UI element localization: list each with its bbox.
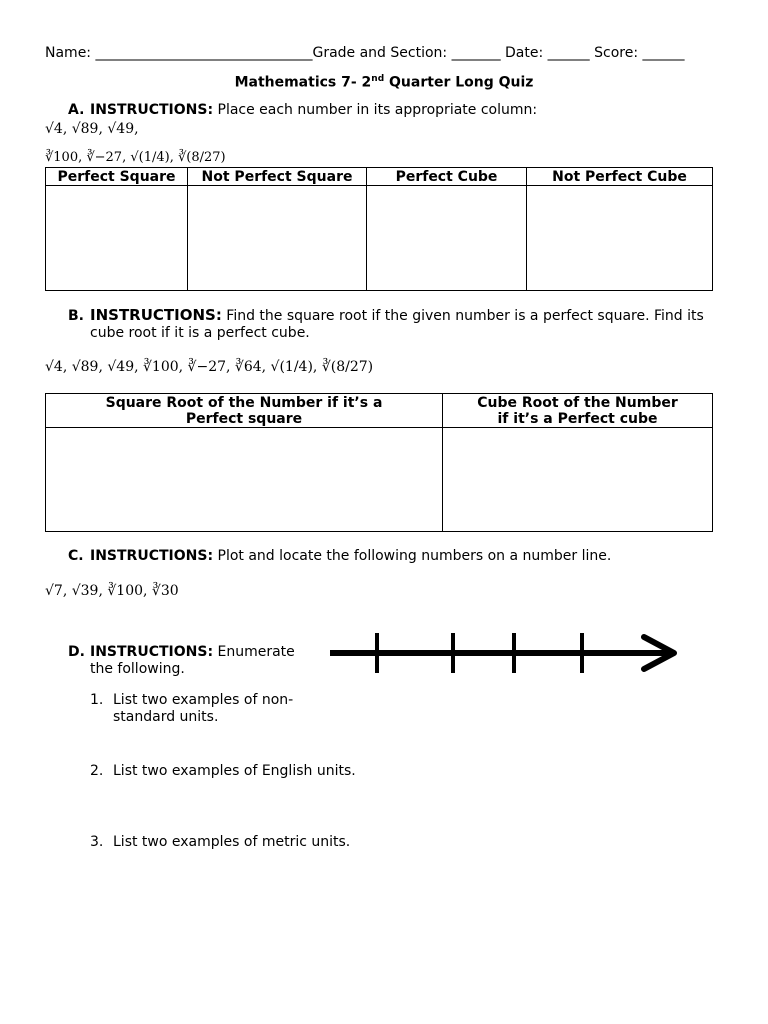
- cell-square-root[interactable]: [46, 428, 443, 532]
- list-item: [90, 692, 293, 709]
- list-item: [90, 834, 350, 851]
- section-a-math-line2: ∛100, ∛−27, √(1/4), ∛(8/27): [45, 150, 226, 165]
- list-item-text: List two examples of non-: [113, 692, 294, 708]
- col-cube-root: Cube Root of the Number if it’s a Perfect cube: [443, 394, 713, 428]
- list-item-text-cont: standard units.: [113, 709, 219, 725]
- section-c-instructions: [68, 548, 611, 565]
- col-perfect-square: Perfect Square: [46, 168, 188, 186]
- section-d-instructions: [68, 644, 295, 661]
- section-d-text-line2: the following.: [90, 661, 185, 677]
- title-main: Mathematics 7- 2: [234, 74, 372, 91]
- section-b-instructions: [68, 307, 718, 325]
- col-perfect-cube: Perfect Cube: [367, 168, 527, 186]
- section-a-math-line1: √4, √89, √49,: [45, 121, 139, 137]
- section-a-letter: A.: [68, 102, 85, 118]
- section-c-text: Plot and locate the following numbers on a number line.: [213, 548, 612, 564]
- list-item-text: List two examples of English units.: [113, 763, 356, 779]
- cell-perfect-cube[interactable]: [367, 186, 527, 291]
- section-c-label: INSTRUCTIONS:: [90, 548, 214, 564]
- header-info-line: Name: _______________________________Grade and Section: _______ Date: ______ Score: ______: [45, 45, 685, 61]
- section-b-text-line2: cube root if it is a perfect cube.: [90, 325, 310, 341]
- section-b-text: Find the square root if the given number is a perfect square. Find its: [221, 308, 704, 324]
- quiz-title: [0, 74, 768, 91]
- cell-cube-root[interactable]: [443, 428, 713, 532]
- list-item: [90, 763, 356, 780]
- col-not-perfect-square: Not Perfect Square: [188, 168, 367, 186]
- col-not-perfect-cube: Not Perfect Cube: [527, 168, 713, 186]
- section-d-letter: D.: [68, 644, 85, 660]
- section-b-label: INSTRUCTIONS:: [90, 306, 222, 324]
- section-c-math-line: √7, √39, ∛100, ∛30: [45, 583, 179, 599]
- section-d-label: INSTRUCTIONS:: [90, 644, 214, 660]
- section-a-text: Place each number in its appropriate column:: [213, 102, 538, 118]
- section-b-letter: B.: [68, 308, 84, 324]
- cell-perfect-square[interactable]: [46, 186, 188, 291]
- section-b-table: [45, 393, 713, 532]
- list-item-number: 1.: [90, 692, 104, 708]
- section-a-label: INSTRUCTIONS:: [90, 102, 214, 118]
- section-a-instructions: [68, 102, 537, 119]
- section-c-letter: C.: [68, 548, 84, 564]
- section-a-table: [45, 167, 713, 291]
- title-rest: Quarter Long Quiz: [384, 74, 534, 91]
- number-line: [330, 628, 682, 678]
- col-square-root: Square Root of the Number if it’s a Perfect square: [46, 394, 443, 428]
- section-d-text: Enumerate: [213, 644, 295, 660]
- cell-not-perfect-cube[interactable]: [527, 186, 713, 291]
- list-item-number: 2.: [90, 763, 104, 779]
- section-b-math-line: √4, √89, √49, ∛100, ∛−27, ∛64, √(1/4), ∛(8/27): [45, 359, 374, 375]
- cell-not-perfect-square[interactable]: [188, 186, 367, 291]
- title-superscript: nd: [371, 74, 385, 84]
- list-item-text: List two examples of metric units.: [113, 834, 351, 850]
- list-item-number: 3.: [90, 834, 104, 850]
